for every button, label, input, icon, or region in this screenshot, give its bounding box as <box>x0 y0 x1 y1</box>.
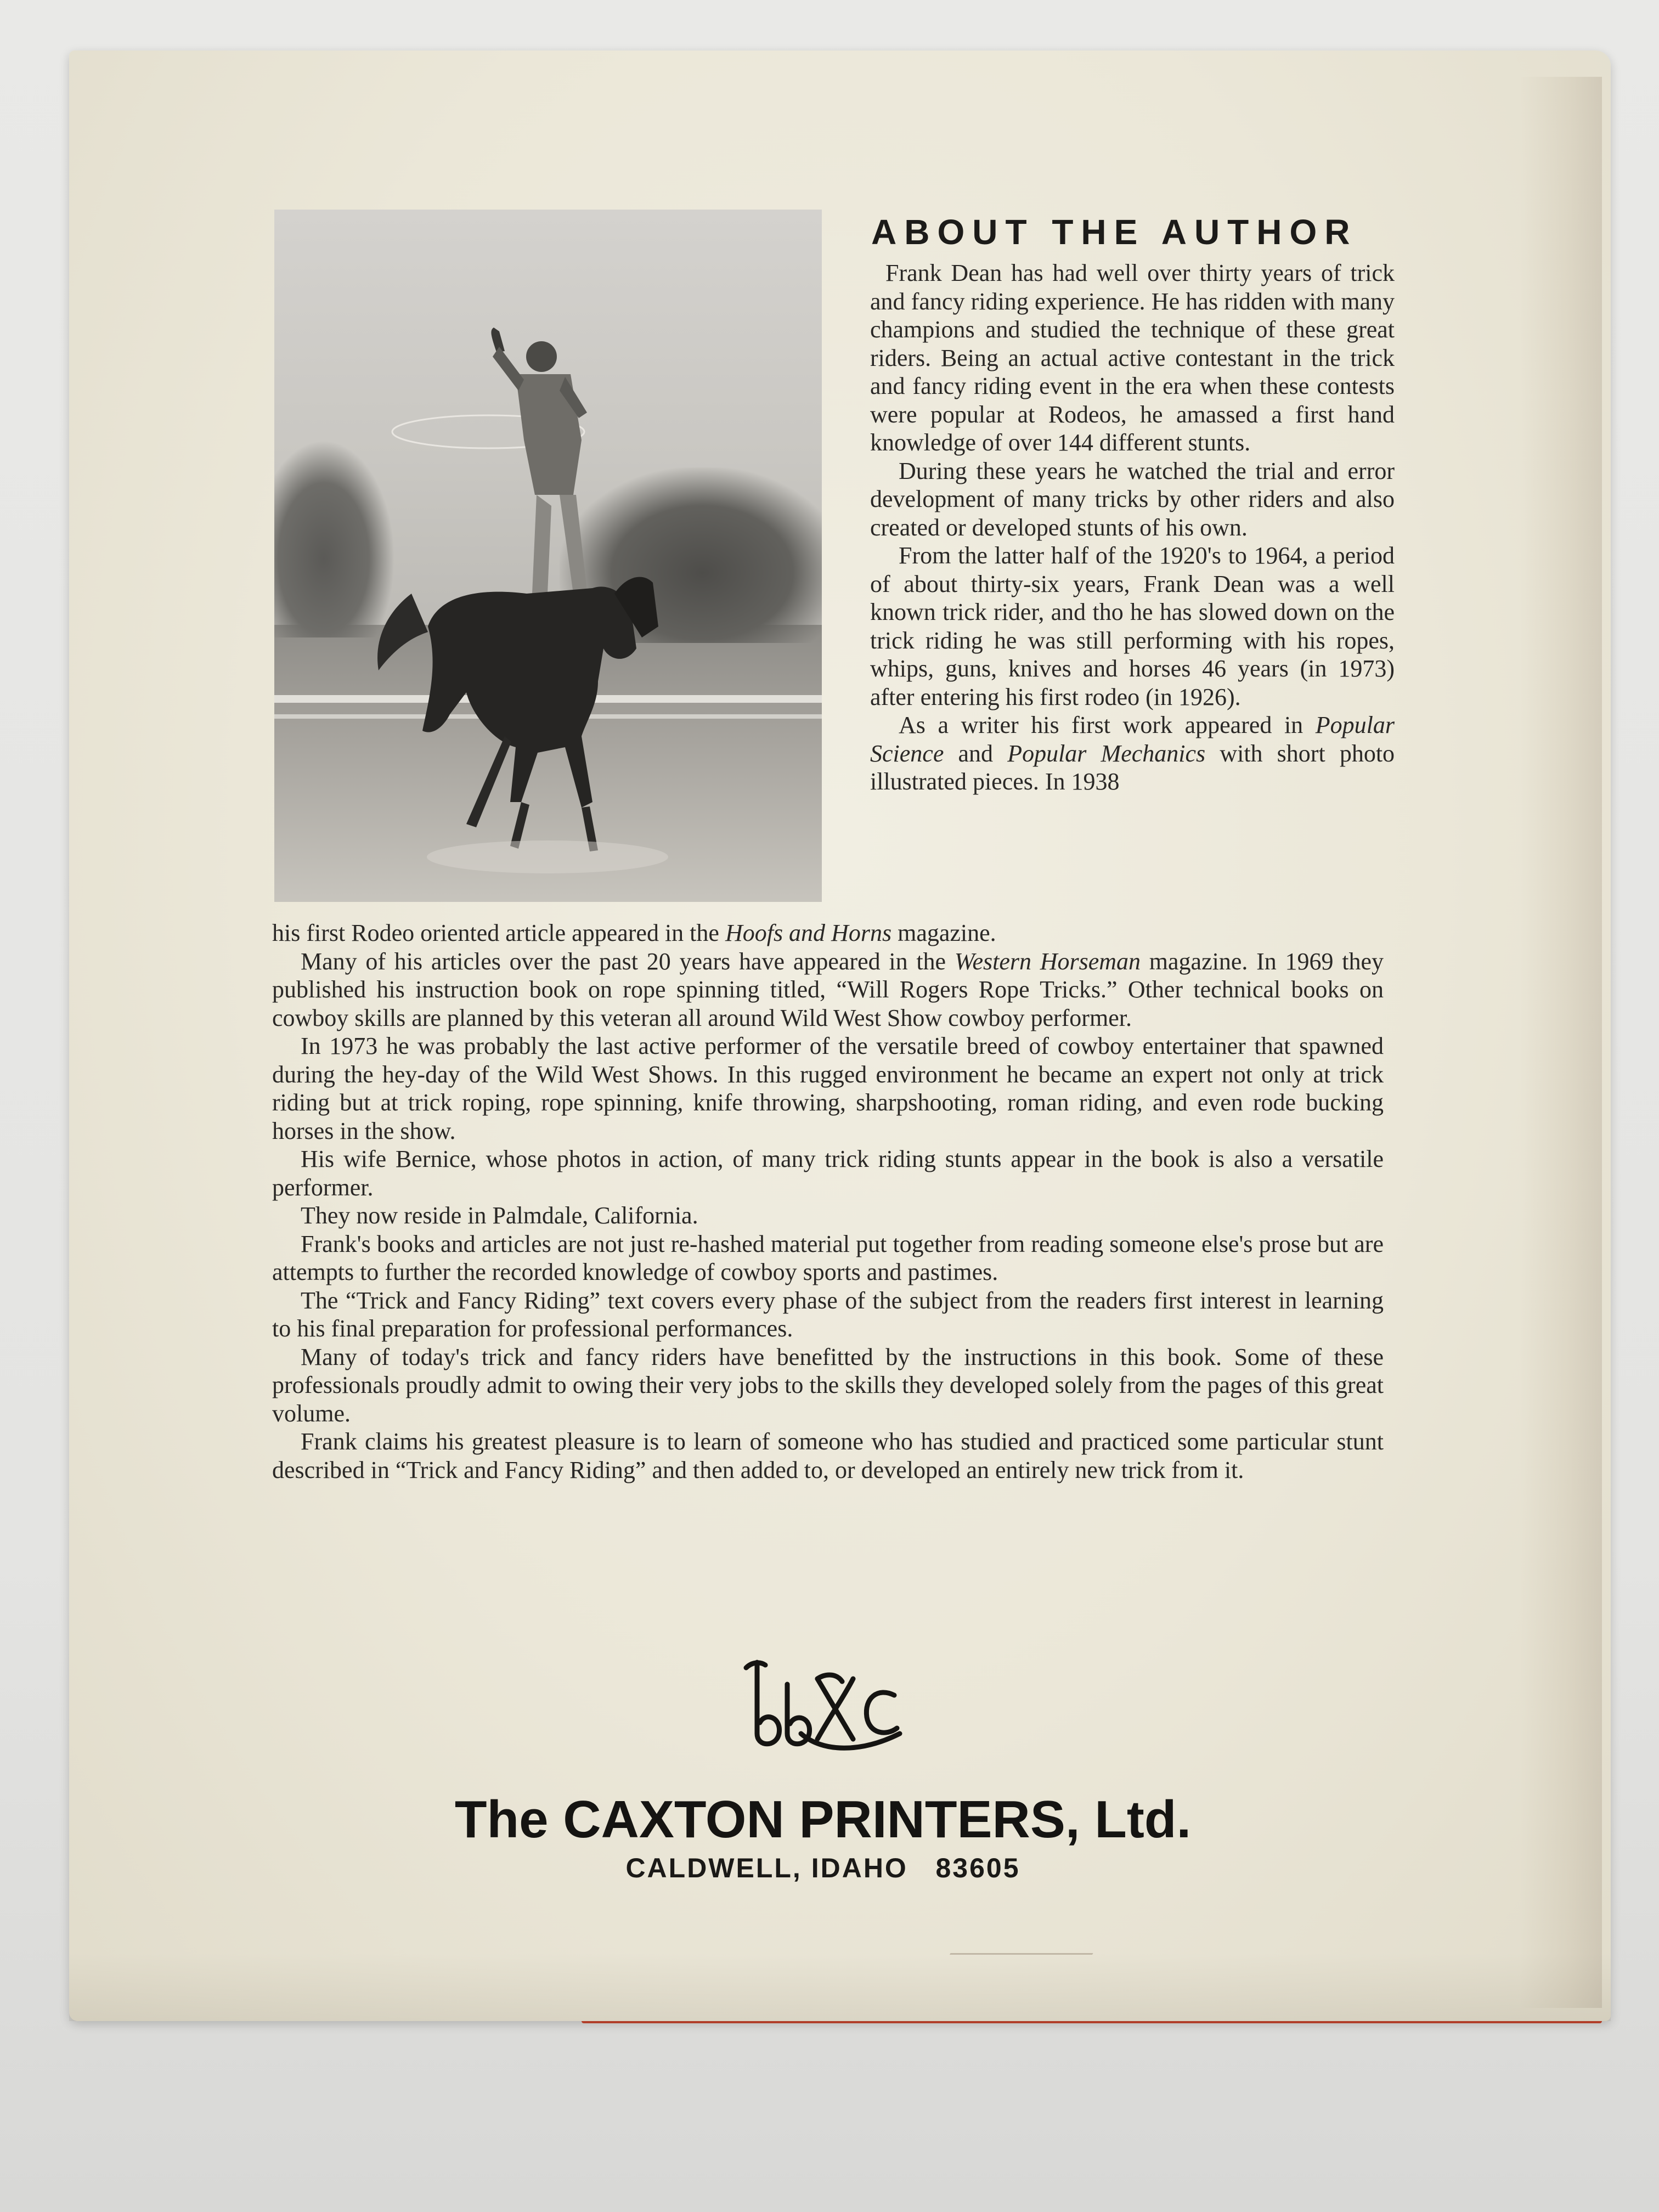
magazine-title: Hoofs and Horns <box>725 919 892 946</box>
bio-paragraph: Frank Dean has had well over thirty years of trick and fancy riding experience. He has ridden with many champions and studied the technique of these great riders. Being an actual active contestant in the trick and fancy riding event in the era when these contests were popular at Rodeos, he amassed a first hand knowledge of over 144 different stunts. <box>870 259 1395 456</box>
magazine-title: Western Horseman <box>954 947 1141 975</box>
bio-paragraph: Many of today's trick and fancy riders have benefitted by the instructions in this book. Some of these professionals proudly admit to owing their very jobs to the skills they developed solely from the pages of this great volume. <box>272 1343 1384 1427</box>
bio-paragraph: They now reside in Palmdale, California. <box>301 1202 698 1229</box>
about-author-heading: ABOUT THE AUTHOR <box>871 212 1358 252</box>
magazine-title: Popular Science <box>870 712 1395 767</box>
author-bio-column <box>870 259 1395 796</box>
author-bio-full-width <box>272 919 1384 1484</box>
bio-text: magazine. In 1969 they published his instruction book on rope spinning titled, “Will Rogers Rope Tricks.” Other technical books on cowboy skills are planned by this veteran all around Wild West Show cowboy performer. <box>272 947 1384 1031</box>
bio-paragraph <box>870 711 1395 796</box>
bio-paragraph: From the latter half of the 1920's to 1964, a period of about thirty-six years, Frank Dean was a well known trick rider, and tho he has slowed down on the trick riding he was still performing with his ropes, whips, guns, knives and horses 46 years (in 1973) after entering his first rodeo (in 1926). <box>870 542 1395 710</box>
bottom-edge-wear <box>69 1953 1611 2021</box>
bio-text: his first Rodeo oriented article appeared in the <box>272 919 719 946</box>
caxton-monogram-icon <box>735 1651 911 1756</box>
magazine-title: Popular Mechanics <box>1007 740 1206 767</box>
bio-paragraph: Frank's books and articles are not just re-hashed material put together from reading someone else's prose but are attempts to further the recorded knowledge of cowboy sports and pastimes. <box>272 1230 1384 1285</box>
spine-wear <box>1520 77 1602 2008</box>
bio-paragraph <box>272 947 1384 1032</box>
bio-paragraph: The “Trick and Fancy Riding” text covers every phase of the subject from the readers first interest in learning to his final preparation for professional performances. <box>272 1286 1384 1342</box>
bio-text: and <box>958 740 994 767</box>
bio-text: Many of his articles over the past 20 years have appeared in the <box>301 947 946 975</box>
bio-text: As a writer his first work appeared in <box>899 712 1304 738</box>
bio-text: magazine. <box>898 919 996 946</box>
author-photo <box>274 210 822 902</box>
bio-paragraph: In 1973 he was probably the last active performer of the versatile breed of cowboy entertainer that spawned during the hey-day of the Wild West Shows. In this rugged environment he became an expert not only at trick riding but at trick roping, rope spinning, knife throwing, sharpshooting, roman riding, and even rode bucking horses in the show. <box>272 1032 1384 1144</box>
bio-paragraph <box>272 919 1384 947</box>
rider-on-horse-figure <box>274 210 822 902</box>
bio-paragraph: During these years he watched the trial and error development of many tricks by other riders and also created or developed stunts of his own. <box>870 457 1395 541</box>
publisher-address: CALDWELL, IDAHO 83605 <box>625 1853 1020 1883</box>
publisher-name: The CAXTON PRINTERS, Ltd. <box>454 1790 1192 1849</box>
bio-text: with short photo illustrated pieces. In 1938 <box>870 740 1395 795</box>
bio-paragraph: Frank claims his greatest pleasure is to learn of someone who has studied and practiced some particular stunt described in “Trick and Fancy Riding” and then added to, or developed an entirely new trick from it. <box>272 1428 1384 1483</box>
bio-paragraph: His wife Bernice, whose photos in action, of many trick riding stunts appear in the book is also a versatile performer. <box>272 1146 1384 1201</box>
